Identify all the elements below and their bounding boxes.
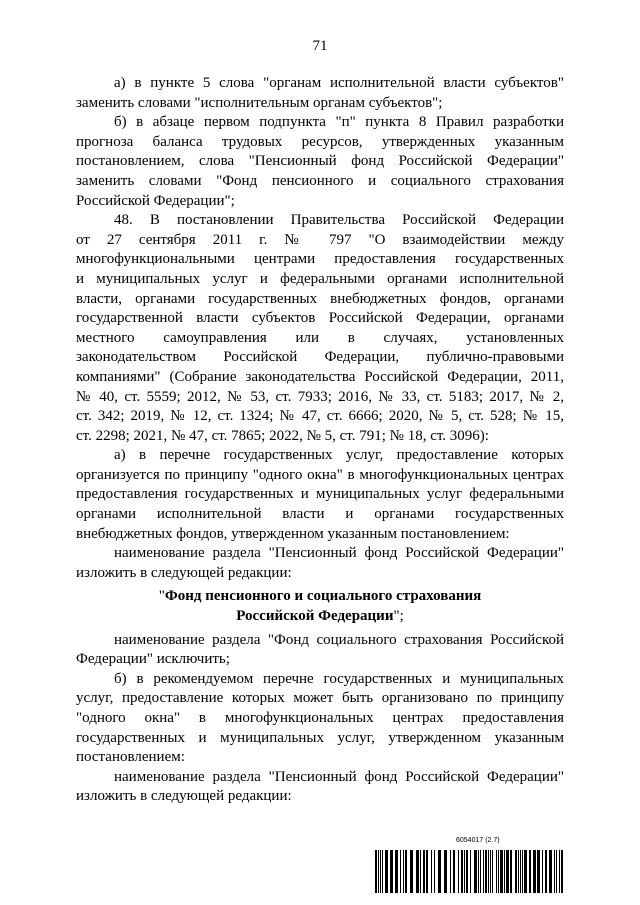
heading-close-quote: "; <box>393 608 404 625</box>
paragraph-line: прогноза баланса трудовых ресурсов, утвержденных указанным <box>76 133 564 150</box>
paragraph-line: постановлением: <box>76 749 185 766</box>
heading-text-bold: Российской Федерации <box>236 608 394 625</box>
barcode-bar <box>518 850 519 893</box>
barcode-bar <box>545 850 547 893</box>
barcode-bar <box>506 850 509 893</box>
barcode-bar <box>478 850 479 893</box>
barcode-bar <box>380 850 381 893</box>
paragraph <box>76 446 564 544</box>
paragraphs-after-heading <box>76 631 564 807</box>
barcode-bar <box>434 850 435 893</box>
barcode-bar <box>403 850 404 893</box>
paragraph-line: заменить словами "Фонд пенсионного и социального страхования <box>76 172 564 189</box>
barcode-bar <box>375 850 377 893</box>
section-heading-line <box>76 607 564 627</box>
barcode-bar <box>431 850 432 893</box>
paragraph <box>76 768 564 807</box>
barcode-label: 6054017 (2.7) <box>456 837 500 844</box>
paragraph-line: № 40, ст. 5559; 2012, № 53, ст. 7933; 2016, № 33, ст. 5183; 2017, № 2, <box>76 388 564 405</box>
paragraph-line: наименование раздела "Пенсионный фонд Российской Федерации" <box>114 768 564 785</box>
paragraph-line: а) в перечне государственных услуг, предоставление которых <box>114 447 564 464</box>
paragraph-line: местного самоуправления или в случаях, установленных <box>76 329 564 346</box>
paragraph-line: законодательством Российской Федерации, публично-правовыми <box>76 349 564 366</box>
barcode-bar <box>554 850 555 893</box>
barcode-bar <box>537 850 540 893</box>
barcode-bar <box>390 850 393 893</box>
barcode-bar <box>416 850 419 893</box>
barcode-bar <box>410 850 413 893</box>
barcode-bar <box>485 850 487 893</box>
barcode-bar <box>426 850 428 893</box>
barcode-bar <box>466 850 468 893</box>
paragraph-line: изложить в следующей редакции: <box>76 564 292 581</box>
barcode-bar <box>542 850 543 893</box>
paragraph-line: компаниями" (Собрание законодательства Российской Федерации, 2011, <box>76 368 564 385</box>
document-body <box>76 74 564 807</box>
barcode-bar <box>450 850 451 893</box>
paragraph-line: государственных и муниципальных услуг, утвержденном указанным <box>76 729 564 746</box>
barcode-bar <box>395 850 398 893</box>
barcode-bar <box>420 850 421 893</box>
paragraph-line: Федерации" исключить; <box>76 651 230 668</box>
barcode-bar <box>504 850 505 893</box>
paragraph-line: Российской Федерации"; <box>76 192 235 209</box>
barcode-bar <box>483 850 484 893</box>
paragraph <box>76 211 564 446</box>
paragraph-line: б) в рекомендуемом перечне государственных и муниципальных <box>114 670 564 687</box>
paragraph-line: б) в абзаце первом подпункта "п" пункта 8 Правил разработки <box>114 114 564 131</box>
barcode-bar <box>520 850 521 893</box>
heading-text-bold: Фонд пенсионного и социального страхования <box>164 588 482 605</box>
barcode-bar <box>464 850 465 893</box>
paragraph <box>76 544 564 583</box>
barcode-bar <box>515 850 517 893</box>
paragraph-line: а) в пункте 5 слова "органам исполнительной власти субъектов" <box>114 75 564 91</box>
barcode-bar <box>405 850 407 893</box>
barcode-bar <box>556 850 557 893</box>
barcode-bar <box>458 850 459 893</box>
paragraph-line: изложить в следующей редакции: <box>76 788 292 805</box>
barcode-bar <box>561 850 563 893</box>
barcode-bar <box>496 850 497 893</box>
paragraph-line: от 27 сентября 2011 г. № 797 "О взаимодействии между <box>76 231 564 248</box>
barcode-bar <box>488 850 489 893</box>
barcode-bar <box>382 850 383 893</box>
barcode <box>375 850 563 893</box>
barcode-bar <box>438 850 441 893</box>
paragraph <box>76 631 564 670</box>
paragraph-line: внебюджетных фондов, утвержденном указанным постановлением: <box>76 525 510 542</box>
barcode-bar <box>470 850 471 893</box>
barcode-bar <box>474 850 477 893</box>
paragraphs-before-heading <box>76 74 564 583</box>
barcode-bar <box>444 850 447 893</box>
paragraph-line: органами исполнительной власти и органами государственных <box>76 506 564 523</box>
paragraph-line: и муниципальных услуг и федеральными органами исполнительной <box>76 270 564 287</box>
paragraph-line: предоставления государственных и муниципальных услуг федеральными <box>76 486 564 503</box>
paragraph-line: организуется по принципу "одного окна" в многофункциональных центрах <box>76 466 564 483</box>
barcode-bar <box>480 850 481 893</box>
barcode-bar <box>510 850 512 893</box>
barcode-bar <box>492 850 493 893</box>
paragraph-line: 48. В постановлении Правительства Российской Федерации <box>114 212 564 229</box>
barcode-bar <box>490 850 491 893</box>
paragraph-line: многофункциональными центрами предоставления государственных <box>76 251 564 268</box>
barcode-bar <box>549 850 552 893</box>
paragraph-line: услуг, предоставление которых может быть организовано по принципу <box>76 690 564 707</box>
paragraph-line: государственной власти субъектов Российской Федерации, органами <box>76 310 564 327</box>
paragraph-line: постановлением, слова "Пенсионный фонд Российской Федерации" <box>76 153 564 170</box>
barcode-bar <box>498 850 499 893</box>
barcode-bar <box>524 850 527 893</box>
barcode-bar <box>522 850 523 893</box>
barcode-bar <box>400 850 401 893</box>
page-number: 71 <box>312 38 328 54</box>
section-heading-line <box>76 587 564 607</box>
paragraph-line: ст. 342; 2019, № 12, ст. 1324; № 47, ст. 6666; 2020, № 5, ст. 528; № 15, <box>76 408 564 425</box>
barcode-bar <box>461 850 463 893</box>
paragraph-line: ст. 2298; 2021, № 47, ст. 7865; 2022, № 5, ст. 791; № 18, ст. 3096): <box>76 427 489 444</box>
section-heading <box>76 587 564 626</box>
barcode-bar <box>533 850 536 893</box>
paragraph-line: наименование раздела "Пенсионный фонд Российской Федерации" <box>114 545 564 562</box>
barcode-bar <box>423 850 425 893</box>
barcode-bar <box>559 850 560 893</box>
paragraph-line: власти, органами государственных внебюджетных фондов, органами <box>76 290 564 307</box>
barcode-bar <box>385 850 388 893</box>
paragraph <box>76 74 564 113</box>
barcode-bar <box>453 850 455 893</box>
paragraph <box>76 670 564 768</box>
barcode-bar <box>529 850 531 893</box>
heading-open-quote: " <box>158 588 165 605</box>
barcode-bar <box>500 850 503 893</box>
barcode-bar <box>378 850 379 893</box>
paragraph-line: наименование раздела "Фонд социального страхования Российской <box>114 631 564 648</box>
paragraph-line: заменить словами "исполнительным органам субъектов"; <box>76 94 443 111</box>
paragraph-line: "одного окна" в многофункциональных центрах предоставления <box>76 710 564 726</box>
paragraph <box>76 113 564 211</box>
